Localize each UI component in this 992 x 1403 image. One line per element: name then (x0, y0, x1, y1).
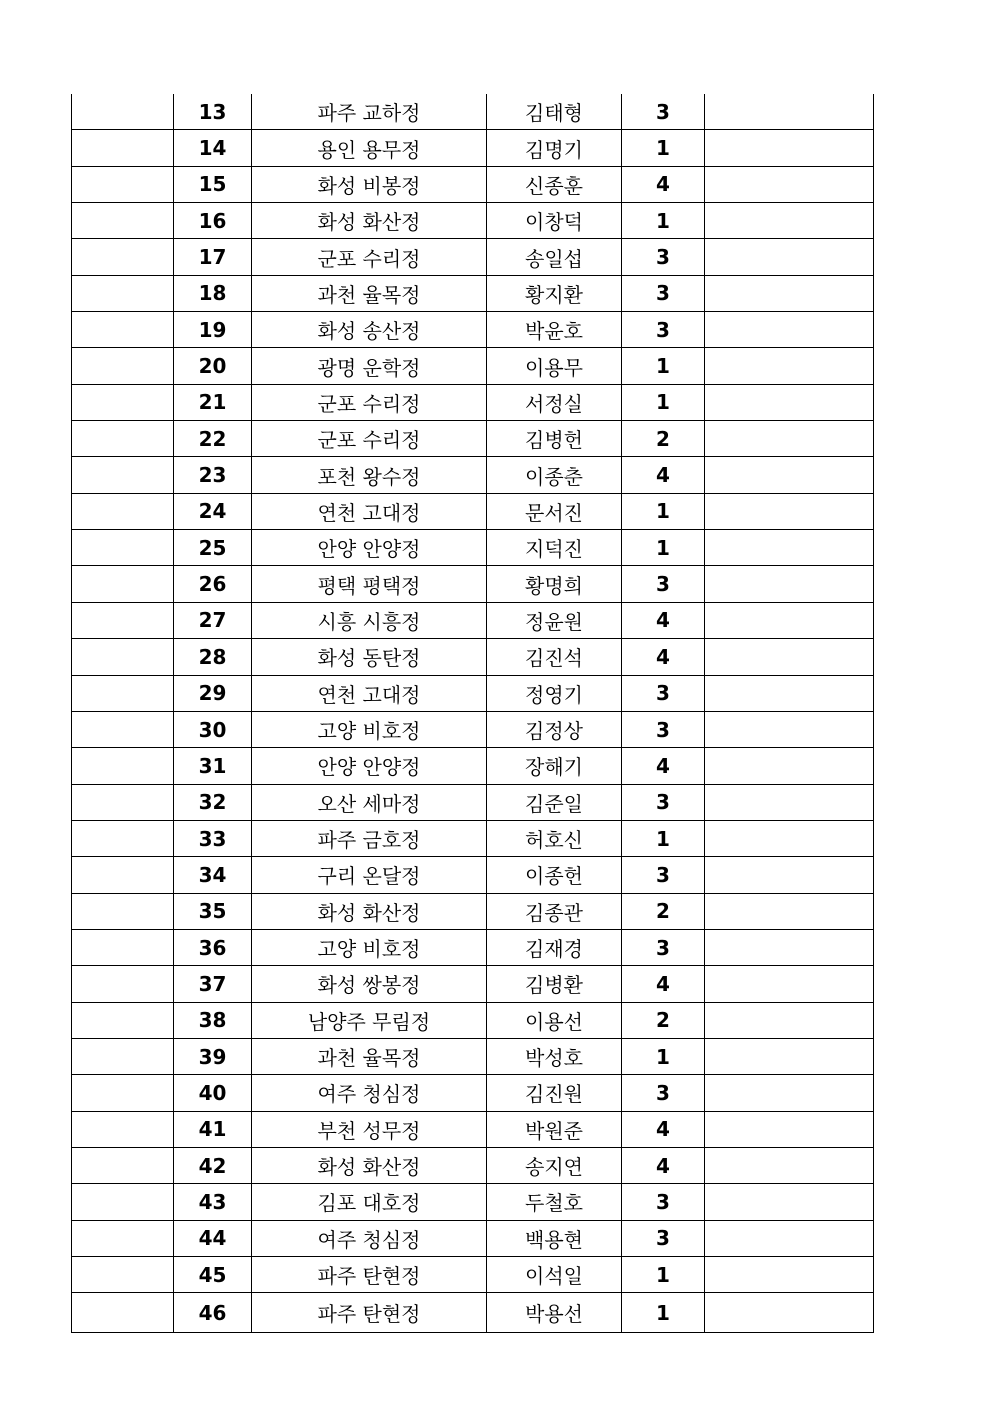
table-row (72, 929, 874, 965)
blank-cell (72, 1111, 174, 1147)
remarks-cell (705, 166, 874, 202)
remarks-cell (705, 1002, 874, 1038)
row-number: 27 (174, 602, 252, 638)
count-value: 3 (622, 1220, 705, 1256)
count-value: 2 (622, 893, 705, 929)
remarks-cell (705, 421, 874, 457)
remarks-cell (705, 784, 874, 820)
club-name: 안양 안양정 (252, 530, 487, 566)
remarks-cell (705, 275, 874, 311)
count-value: 4 (622, 457, 705, 493)
row-number: 20 (174, 348, 252, 384)
person-name: 송지연 (487, 1147, 622, 1183)
count-value: 4 (622, 1111, 705, 1147)
remarks-cell (705, 1220, 874, 1256)
remarks-cell (705, 493, 874, 529)
club-name: 군포 수리정 (252, 421, 487, 457)
remarks-cell (705, 675, 874, 711)
remarks-cell (705, 1184, 874, 1220)
club-name: 군포 수리정 (252, 384, 487, 420)
person-name: 김준일 (487, 784, 622, 820)
table-row (72, 493, 874, 529)
club-name: 군포 수리정 (252, 239, 487, 275)
count-value: 3 (622, 566, 705, 602)
row-number: 32 (174, 784, 252, 820)
table-row (72, 639, 874, 675)
person-name: 백용현 (487, 1220, 622, 1256)
person-name: 서정실 (487, 384, 622, 420)
count-value: 1 (622, 530, 705, 566)
club-name: 김포 대호정 (252, 1184, 487, 1220)
person-name: 지덕진 (487, 530, 622, 566)
remarks-cell (705, 748, 874, 784)
person-name: 김종관 (487, 893, 622, 929)
remarks-cell (705, 203, 874, 239)
club-name: 부천 성무정 (252, 1111, 487, 1147)
table-row (72, 130, 874, 166)
table-row (72, 1111, 874, 1147)
club-name: 용인 용무정 (252, 130, 487, 166)
table-row (72, 602, 874, 638)
person-name: 문서진 (487, 493, 622, 529)
blank-cell (72, 929, 174, 965)
row-number: 44 (174, 1220, 252, 1256)
table-row (72, 1075, 874, 1111)
remarks-cell (705, 566, 874, 602)
remarks-cell (705, 312, 874, 348)
person-name: 이용선 (487, 1002, 622, 1038)
blank-cell (72, 457, 174, 493)
blank-cell (72, 711, 174, 747)
person-name: 신종훈 (487, 166, 622, 202)
roster-body (72, 94, 874, 1333)
count-value: 1 (622, 203, 705, 239)
remarks-cell (705, 1038, 874, 1074)
person-name: 이용무 (487, 348, 622, 384)
row-number: 40 (174, 1075, 252, 1111)
table-row (72, 857, 874, 893)
count-value: 1 (622, 1257, 705, 1293)
table-row (72, 1147, 874, 1183)
count-value: 3 (622, 1075, 705, 1111)
club-name: 오산 세마정 (252, 784, 487, 820)
table-row (72, 1293, 874, 1333)
person-name: 이창덕 (487, 203, 622, 239)
person-name: 이석일 (487, 1257, 622, 1293)
blank-cell (72, 1220, 174, 1256)
row-number: 26 (174, 566, 252, 602)
blank-cell (72, 348, 174, 384)
count-value: 1 (622, 1293, 705, 1333)
club-name: 남양주 무림정 (252, 1002, 487, 1038)
club-name: 고양 비호정 (252, 929, 487, 965)
remarks-cell (705, 857, 874, 893)
row-number: 30 (174, 711, 252, 747)
table-row (72, 1220, 874, 1256)
table-row (72, 239, 874, 275)
row-number: 31 (174, 748, 252, 784)
row-number: 22 (174, 421, 252, 457)
table-row (72, 1002, 874, 1038)
person-name: 황명희 (487, 566, 622, 602)
person-name: 김병헌 (487, 421, 622, 457)
blank-cell (72, 602, 174, 638)
person-name: 황지환 (487, 275, 622, 311)
count-value: 4 (622, 748, 705, 784)
remarks-cell (705, 1147, 874, 1183)
club-name: 파주 탄현정 (252, 1257, 487, 1293)
row-number: 34 (174, 857, 252, 893)
table-row (72, 1038, 874, 1074)
person-name: 김진석 (487, 639, 622, 675)
person-name: 김병환 (487, 966, 622, 1002)
count-value: 3 (622, 675, 705, 711)
blank-cell (72, 384, 174, 420)
club-name: 화성 화산정 (252, 203, 487, 239)
row-number: 16 (174, 203, 252, 239)
club-name: 화성 화산정 (252, 1147, 487, 1183)
table-row (72, 457, 874, 493)
roster-table (71, 94, 874, 1333)
table-row (72, 1257, 874, 1293)
remarks-cell (705, 348, 874, 384)
count-value: 2 (622, 421, 705, 457)
blank-cell (72, 784, 174, 820)
blank-cell (72, 1257, 174, 1293)
table-row (72, 748, 874, 784)
person-name: 김태형 (487, 94, 622, 130)
row-number: 23 (174, 457, 252, 493)
club-name: 고양 비호정 (252, 711, 487, 747)
row-number: 39 (174, 1038, 252, 1074)
person-name: 정영기 (487, 675, 622, 711)
blank-cell (72, 130, 174, 166)
count-value: 3 (622, 312, 705, 348)
person-name: 장해기 (487, 748, 622, 784)
table-row (72, 566, 874, 602)
remarks-cell (705, 130, 874, 166)
table-row (72, 675, 874, 711)
row-number: 13 (174, 94, 252, 130)
blank-cell (72, 820, 174, 856)
remarks-cell (705, 1075, 874, 1111)
count-value: 3 (622, 275, 705, 311)
blank-cell (72, 203, 174, 239)
club-name: 구리 온달정 (252, 857, 487, 893)
row-number: 36 (174, 929, 252, 965)
club-name: 파주 탄현정 (252, 1293, 487, 1333)
club-name: 화성 송산정 (252, 312, 487, 348)
blank-cell (72, 493, 174, 529)
count-value: 1 (622, 130, 705, 166)
club-name: 화성 쌍봉정 (252, 966, 487, 1002)
person-name: 두철호 (487, 1184, 622, 1220)
table-row (72, 966, 874, 1002)
blank-cell (72, 530, 174, 566)
remarks-cell (705, 94, 874, 130)
table-row (72, 275, 874, 311)
blank-cell (72, 1147, 174, 1183)
row-number: 46 (174, 1293, 252, 1333)
table-row (72, 1184, 874, 1220)
row-number: 38 (174, 1002, 252, 1038)
count-value: 4 (622, 166, 705, 202)
person-name: 김진원 (487, 1075, 622, 1111)
person-name: 이종헌 (487, 857, 622, 893)
blank-cell (72, 275, 174, 311)
blank-cell (72, 675, 174, 711)
table-row (72, 384, 874, 420)
table-row (72, 784, 874, 820)
remarks-cell (705, 1111, 874, 1147)
table-row (72, 820, 874, 856)
count-value: 1 (622, 820, 705, 856)
blank-cell (72, 1038, 174, 1074)
row-number: 25 (174, 530, 252, 566)
remarks-cell (705, 1293, 874, 1333)
blank-cell (72, 966, 174, 1002)
club-name: 과천 율목정 (252, 275, 487, 311)
count-value: 3 (622, 857, 705, 893)
club-name: 여주 청심정 (252, 1220, 487, 1256)
row-number: 28 (174, 639, 252, 675)
club-name: 여주 청심정 (252, 1075, 487, 1111)
remarks-cell (705, 384, 874, 420)
person-name: 박성호 (487, 1038, 622, 1074)
remarks-cell (705, 530, 874, 566)
club-name: 과천 율목정 (252, 1038, 487, 1074)
blank-cell (72, 566, 174, 602)
blank-cell (72, 1293, 174, 1333)
count-value: 4 (622, 639, 705, 675)
count-value: 3 (622, 929, 705, 965)
blank-cell (72, 239, 174, 275)
club-name: 연천 고대정 (252, 675, 487, 711)
row-number: 33 (174, 820, 252, 856)
remarks-cell (705, 711, 874, 747)
row-number: 41 (174, 1111, 252, 1147)
table-row (72, 711, 874, 747)
remarks-cell (705, 929, 874, 965)
person-name: 김정상 (487, 711, 622, 747)
blank-cell (72, 312, 174, 348)
table-row (72, 893, 874, 929)
row-number: 37 (174, 966, 252, 1002)
table-row (72, 166, 874, 202)
person-name: 박원준 (487, 1111, 622, 1147)
person-name: 김명기 (487, 130, 622, 166)
person-name: 허호신 (487, 820, 622, 856)
club-name: 화성 화산정 (252, 893, 487, 929)
row-number: 45 (174, 1257, 252, 1293)
table-row (72, 530, 874, 566)
table-row (72, 421, 874, 457)
row-number: 21 (174, 384, 252, 420)
row-number: 42 (174, 1147, 252, 1183)
remarks-cell (705, 602, 874, 638)
count-value: 3 (622, 711, 705, 747)
remarks-cell (705, 457, 874, 493)
count-value: 1 (622, 348, 705, 384)
count-value: 2 (622, 1002, 705, 1038)
count-value: 3 (622, 94, 705, 130)
blank-cell (72, 1184, 174, 1220)
count-value: 3 (622, 239, 705, 275)
club-name: 광명 운학정 (252, 348, 487, 384)
blank-cell (72, 1002, 174, 1038)
remarks-cell (705, 1257, 874, 1293)
row-number: 29 (174, 675, 252, 711)
table-row (72, 312, 874, 348)
club-name: 시흥 시흥정 (252, 602, 487, 638)
count-value: 1 (622, 1038, 705, 1074)
row-number: 17 (174, 239, 252, 275)
row-number: 15 (174, 166, 252, 202)
count-value: 3 (622, 1184, 705, 1220)
count-value: 1 (622, 384, 705, 420)
club-name: 파주 금호정 (252, 820, 487, 856)
club-name: 평택 평택정 (252, 566, 487, 602)
club-name: 파주 교하정 (252, 94, 487, 130)
blank-cell (72, 94, 174, 130)
row-number: 24 (174, 493, 252, 529)
remarks-cell (705, 893, 874, 929)
row-number: 35 (174, 893, 252, 929)
club-name: 화성 동탄정 (252, 639, 487, 675)
club-name: 연천 고대정 (252, 493, 487, 529)
person-name: 정윤원 (487, 602, 622, 638)
count-value: 4 (622, 602, 705, 638)
count-value: 1 (622, 493, 705, 529)
person-name: 박윤호 (487, 312, 622, 348)
row-number: 14 (174, 130, 252, 166)
table-row (72, 203, 874, 239)
club-name: 포천 왕수정 (252, 457, 487, 493)
club-name: 안양 안양정 (252, 748, 487, 784)
blank-cell (72, 893, 174, 929)
row-number: 19 (174, 312, 252, 348)
count-value: 3 (622, 784, 705, 820)
blank-cell (72, 421, 174, 457)
count-value: 4 (622, 966, 705, 1002)
blank-cell (72, 166, 174, 202)
remarks-cell (705, 820, 874, 856)
person-name: 김재경 (487, 929, 622, 965)
row-number: 18 (174, 275, 252, 311)
club-name: 화성 비봉정 (252, 166, 487, 202)
blank-cell (72, 1075, 174, 1111)
blank-cell (72, 857, 174, 893)
remarks-cell (705, 639, 874, 675)
person-name: 송일섭 (487, 239, 622, 275)
blank-cell (72, 639, 174, 675)
count-value: 4 (622, 1147, 705, 1183)
remarks-cell (705, 966, 874, 1002)
blank-cell (72, 748, 174, 784)
person-name: 박용선 (487, 1293, 622, 1333)
remarks-cell (705, 239, 874, 275)
row-number: 43 (174, 1184, 252, 1220)
table-row (72, 94, 874, 130)
table-row (72, 348, 874, 384)
person-name: 이종춘 (487, 457, 622, 493)
